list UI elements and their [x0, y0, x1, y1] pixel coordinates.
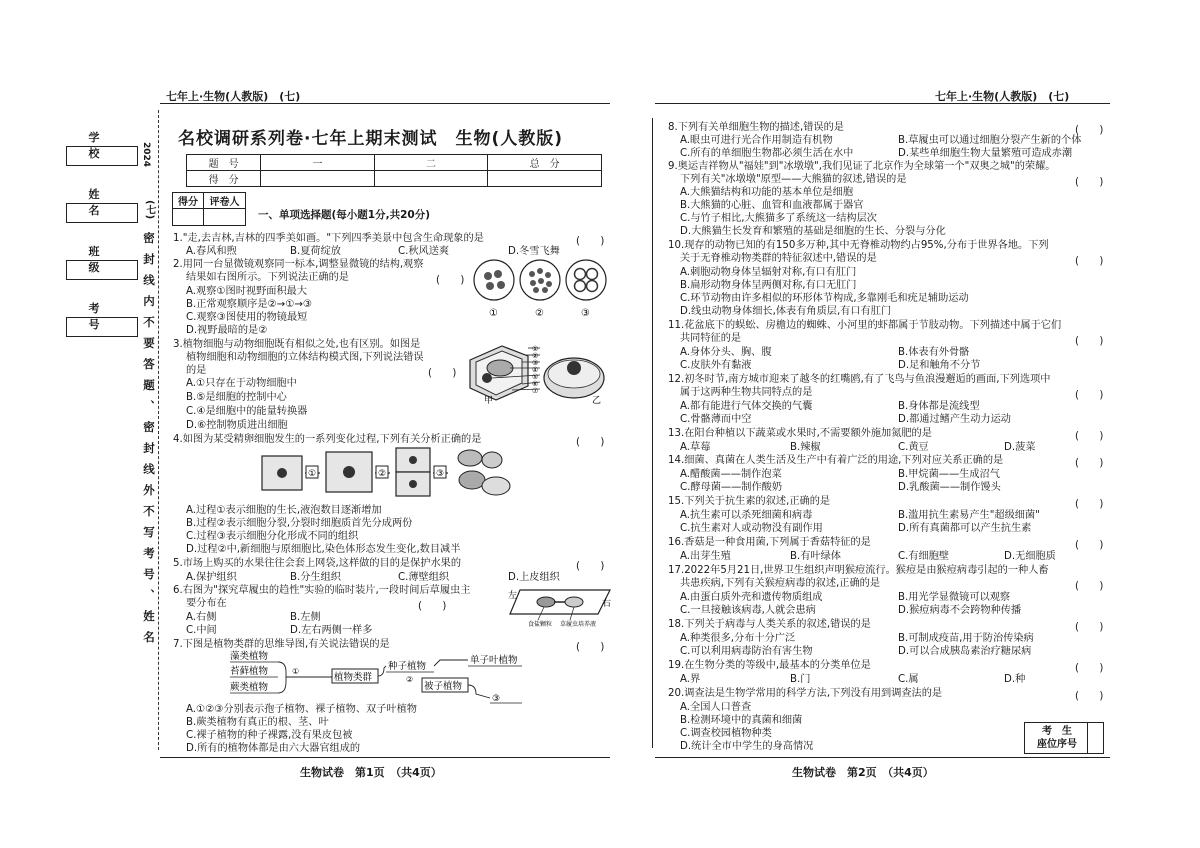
class-label: 班 级: [88, 245, 147, 274]
option-20c[interactable]: C.调查校园植物种类: [680, 728, 772, 739]
seal-line-text: 密封线内不要答题、密封线外不写考号、姓名: [142, 232, 156, 652]
option-1b[interactable]: B.夏荷绽放: [290, 246, 341, 257]
question-6-line2: 要分布在: [186, 598, 227, 609]
cell-ring: [587, 281, 598, 292]
question-6: 6.右图为"探究草履虫的趋性"实验的临时装片,一段时间后草履虫主: [173, 585, 471, 596]
question-2: 2.用同一台显微镜观察同一标本,调整显微镜的结构,观察: [173, 259, 424, 270]
score-entry-cell[interactable]: [261, 171, 375, 187]
answer-blank-15[interactable]: ( ): [1075, 499, 1104, 510]
answer-blank-20[interactable]: ( ): [1075, 691, 1104, 702]
cell-division-figure: [260, 446, 520, 504]
option-2b[interactable]: B.正常观察顺序是②→①→③: [186, 299, 313, 310]
option-15a[interactable]: A.抗生素可以杀死细菌和病毒: [680, 510, 813, 521]
option-13d[interactable]: D.菠菜: [1004, 442, 1036, 453]
answer-blank-14[interactable]: ( ): [1075, 458, 1104, 469]
cell-dot: [494, 270, 502, 278]
option-1c[interactable]: C.秋风送爽: [398, 246, 450, 257]
option-3d[interactable]: D.⑥控制物质进出细胞: [186, 420, 288, 431]
question-3: 3.植物细胞与动物细胞既有相似之处,也有区别。如图是: [173, 339, 421, 350]
answer-blank-17[interactable]: ( ): [1075, 581, 1104, 592]
cell-dot: [542, 287, 548, 293]
option-9b[interactable]: B.大熊猫的心脏、血管和血液都属于器官: [680, 200, 864, 211]
option-15d[interactable]: D.所有真菌都可以产生抗生素: [898, 523, 1032, 534]
option-4a[interactable]: A.过程①表示细胞的生长,液泡数目逐渐增加: [186, 505, 382, 516]
question-12-line2: 属于这两种生物共同特点的是: [680, 387, 813, 398]
cell-dot: [537, 268, 543, 274]
option-17c[interactable]: C.一旦接触该病毒,人就会患病: [680, 605, 816, 616]
option-18c[interactable]: C.可以利用病毒防治有害生物: [680, 646, 813, 657]
nucleus: [343, 466, 355, 478]
nucleus: [409, 456, 417, 464]
view-circle-1: [474, 260, 514, 300]
salt-drop: [537, 597, 555, 607]
class-field[interactable]: [66, 260, 138, 280]
option-3c[interactable]: C.④是细胞中的能量转换器: [186, 406, 308, 417]
school-label: 学 校: [88, 131, 147, 160]
option-13b[interactable]: B.辣椒: [790, 442, 821, 453]
option-6c[interactable]: C.中间: [186, 625, 217, 636]
nucleus: [567, 361, 581, 375]
option-3a[interactable]: A.①只存在于动物细胞中: [186, 378, 297, 389]
grader-table: [172, 192, 246, 226]
score-table-cell: 题 号: [187, 155, 261, 171]
score-table-cell: 一: [261, 155, 375, 171]
figure-label: ①: [532, 345, 539, 353]
option-9d[interactable]: D.大熊猫生长发育和繁殖的基础是细胞的生长、分裂与分化: [680, 226, 946, 237]
figure-label: ⑦: [532, 387, 539, 395]
question-17: 17.2022年5月21日,世界卫生组织声明猴痘流行。猴痘是由猴痘病毒引起的一种人畜: [668, 565, 1049, 576]
option-16a[interactable]: A.出芽生殖: [680, 551, 731, 562]
exam-title: 名校调研系列卷·七年上期末测试 生物(人教版): [178, 129, 563, 149]
option-1a[interactable]: A.春风和煦: [186, 246, 237, 257]
cell-dot: [546, 281, 552, 287]
option-8b[interactable]: B.草履虫可以通过细胞分裂产生新的个体: [898, 135, 1082, 146]
page-header-right: 七年上·生物(人教版) (七): [935, 90, 1070, 103]
question-7: 7.下图是植物类群的思维导图,有关说法错误的是: [173, 639, 390, 650]
question-16: 16.香菇是一种食用菌,下列属于香菇特征的是: [668, 537, 871, 548]
grader-name-label: 评卷人: [204, 193, 246, 209]
tissue-group: [458, 450, 482, 466]
option-13a[interactable]: A.草莓: [680, 442, 711, 453]
cell-structure-figure: [462, 338, 610, 404]
seat-label-line1: 考 生: [1042, 726, 1072, 737]
question-15: 15.下列关于抗生素的叙述,正确的是: [668, 496, 831, 507]
question-10: 10.现存的动物已知的有150多万种,其中无脊椎动物约占95%,分布于世界各地。下列: [668, 240, 1049, 251]
option-5c[interactable]: C.薄壁组织: [398, 572, 450, 583]
option-2c[interactable]: C.观察③图使用的物镜最短: [186, 312, 308, 323]
answer-blank-10[interactable]: ( ): [1075, 256, 1104, 267]
option-5b[interactable]: B.分生组织: [290, 572, 341, 583]
grader-score-entry[interactable]: [173, 209, 204, 226]
figure-label: 乙: [592, 396, 602, 404]
grader-name-entry[interactable]: [204, 209, 246, 226]
answer-blank-13[interactable]: ( ): [1075, 431, 1104, 442]
answer-blank-6[interactable]: ( ): [418, 601, 447, 612]
cell-dot: [486, 282, 494, 290]
figure-label: ③: [581, 308, 590, 319]
cell-ring: [575, 269, 586, 280]
mindmap-line: [434, 660, 468, 666]
option-3b[interactable]: B.⑤是细胞的控制中心: [186, 392, 287, 403]
cell-dot: [484, 272, 492, 280]
year-mark: 2024: [141, 142, 151, 168]
option-19c[interactable]: C.属: [898, 674, 919, 685]
option-10a[interactable]: A.刺胞动物身体呈辐射对称,有口有肛门: [680, 267, 857, 278]
mindmap-line: [468, 685, 490, 698]
header-rule-right: [655, 103, 1110, 104]
question-11: 11.花盆底下的蜈蚣、房檐边的蜘蛛、小河里的虾都属于节肢动物。下列描述中属于它们: [668, 320, 1062, 331]
score-entry-cell[interactable]: [488, 171, 602, 187]
option-6b[interactable]: B.左侧: [290, 612, 321, 623]
option-2d[interactable]: D.视野最暗的是②: [186, 325, 268, 336]
mindmap-node: ②: [406, 675, 414, 684]
score-table-cell: 总 分: [488, 155, 602, 171]
option-10b[interactable]: B.扁形动物身体呈两侧对称,有口无肛门: [680, 280, 857, 291]
option-19b[interactable]: B.门: [790, 674, 811, 685]
cell-ring: [575, 281, 586, 292]
name-field[interactable]: [66, 203, 138, 223]
mindmap-node: 植物类群: [334, 672, 373, 683]
option-14c[interactable]: C.酵母菌——制作酸奶: [680, 482, 783, 493]
question-18: 18.下列关于病毒与人类关系的叙述,错误的是: [668, 619, 871, 630]
tissue-group: [459, 471, 485, 489]
mindmap-node: 单子叶植物: [470, 655, 518, 666]
vacuole: [487, 360, 513, 376]
option-10c[interactable]: C.环节动物由许多相似的环形体节构成,多靠刚毛和疣足辅助运动: [680, 293, 969, 304]
option-14d[interactable]: D.乳酸菌——制作馒头: [898, 482, 1001, 493]
figure-label: ②: [532, 352, 539, 360]
score-table: [186, 154, 602, 187]
score-table-cell: 二: [374, 155, 488, 171]
question-17-line2: 共患疾病,下列有关猴痘病毒的叙述,正确的是: [680, 578, 881, 589]
option-7d[interactable]: D.所有的植物体都是由六大器官组成的: [186, 743, 361, 754]
option-19d[interactable]: D.种: [1004, 674, 1026, 685]
option-12b[interactable]: B.身体都是流线型: [898, 401, 980, 412]
option-18b[interactable]: B.可制成疫苗,用于防治传染病: [898, 633, 1034, 644]
question-3-line3: 的是: [186, 365, 207, 376]
option-19a[interactable]: A.界: [680, 674, 701, 685]
option-20d[interactable]: D.统计全市中学生的身高情况: [680, 741, 814, 752]
option-9a[interactable]: A.大熊猫结构和功能的基本单位是细胞: [680, 187, 854, 198]
name-label: 姓 名: [88, 188, 147, 217]
option-6a[interactable]: A.右侧: [186, 612, 217, 623]
option-2a[interactable]: A.观察①图时视野面积最大: [186, 286, 308, 297]
option-16d[interactable]: D.无细胞质: [1004, 551, 1056, 562]
answer-blank-7[interactable]: ( ): [576, 642, 605, 653]
option-14b[interactable]: B.甲烷菌——生成沼气: [898, 469, 1000, 480]
option-17a[interactable]: A.由蛋白质外壳和遗传物质组成: [680, 592, 823, 603]
option-8a[interactable]: A.眼虫可进行光合作用制造有机物: [680, 135, 833, 146]
option-4b[interactable]: B.过程②表示细胞分裂,分裂时细胞质首先分成两份: [186, 518, 413, 529]
footer-rule-right: [655, 757, 1110, 758]
answer-blank-12[interactable]: ( ): [1075, 390, 1104, 401]
option-8d[interactable]: D.某些单细胞生物大量繁殖可造成赤潮: [898, 148, 1073, 159]
seat-label-line2: 座位序号: [1037, 739, 1077, 750]
question-19: 19.在生物分类的等级中,最基本的分类单位是: [668, 660, 871, 671]
figure-label: 食盐颗粒: [528, 621, 553, 628]
figure-label: ⑤: [532, 373, 539, 381]
view-circle-3: [566, 260, 606, 300]
option-9c[interactable]: C.与竹子相比,大熊猫多了系统这一结构层次: [680, 213, 877, 224]
question-9: 9.奥运吉祥物从"福娃"到"冰墩墩",我们见证了北京作为全球第一个"双奥之城"的荣耀。: [668, 161, 1056, 172]
question-12: 12.初冬时节,南方城市迎来了越冬的红嘴鸥,有了飞鸟与鱼浪漫邂逅的画面,下列选项中: [668, 374, 1051, 385]
page-footer-right: 生物试卷 第2页 （共4页）: [792, 766, 934, 779]
figure-label: ①: [489, 308, 498, 319]
option-4c[interactable]: C.过程③表示细胞分化形成不同的组织: [186, 531, 359, 542]
answer-blank-3[interactable]: ( ): [428, 368, 457, 379]
option-18d[interactable]: D.可以合成胰岛素治疗糖尿病: [898, 646, 1032, 657]
microscope-view-figure: [470, 258, 610, 320]
figure-label: ②: [378, 469, 387, 479]
exam-number-field[interactable]: [66, 317, 138, 337]
nucleus: [409, 480, 417, 488]
option-8c[interactable]: C.所有的单细胞生物都必须生活在水中: [680, 148, 854, 159]
question-11-line2: 共同特征的是: [680, 333, 742, 344]
option-16b[interactable]: B.有叶绿体: [790, 551, 841, 562]
seal-mark: (七): [144, 200, 155, 220]
option-15b[interactable]: B.滥用抗生素易产生"超级细菌": [898, 510, 1040, 521]
question-8: 8.下列有关单细胞生物的描述,错误的是: [668, 122, 844, 133]
seat-number-input[interactable]: [1087, 723, 1104, 753]
nucleus: [482, 373, 492, 383]
option-4d[interactable]: D.过程②中,新细胞与原细胞比,染色体形态发生变化,数目减半: [186, 544, 461, 555]
page-header-left: 七年上·生物(人教版) (七): [166, 90, 301, 103]
mindmap-node: ①: [292, 667, 300, 676]
answer-blank-1[interactable]: ( ): [576, 236, 605, 247]
answer-blank-16[interactable]: ( ): [1075, 540, 1104, 551]
section-title: 一、单项选择题(每小题1分,共20分): [258, 209, 431, 221]
figure-label: 左: [508, 591, 518, 601]
option-12a[interactable]: A.都有能进行气体交换的气囊: [680, 401, 813, 412]
option-5a[interactable]: A.保护组织: [186, 572, 237, 583]
mindmap-node: 被子植物: [424, 681, 463, 692]
figure-label: ①: [308, 469, 317, 479]
mindmap-bracket: [278, 662, 286, 693]
question-2-line2: 结果如右图所示。下列说法正确的是: [186, 272, 349, 283]
cell-dot: [545, 272, 551, 278]
answer-blank-5[interactable]: ( ): [576, 561, 605, 572]
cell-ring: [587, 269, 598, 280]
figure-label: ②: [535, 308, 544, 319]
option-7a[interactable]: A.①②③分别表示孢子植物、裸子植物、双子叶植物: [186, 704, 417, 715]
header-rule-left: [160, 103, 610, 104]
question-14: 14.细菌、真菌在人类生活及生产中有着广泛的用途,下列对应关系正确的是: [668, 455, 1004, 466]
option-11d[interactable]: D.足和触角不分节: [898, 360, 981, 371]
option-12c[interactable]: C.骨骼薄而中空: [680, 414, 752, 425]
question-9-line2: 下列有关"冰墩墩"原型——大熊猫的叙述,错误的是: [680, 174, 907, 185]
mindmap-node: 藻类植物: [230, 651, 269, 662]
cell-dot: [529, 271, 535, 277]
option-14a[interactable]: A.醋酸菌——制作泡菜: [680, 469, 782, 480]
question-13: 13.在阳台种植以下蔬菜或水果时,不需要额外施加氮肥的是: [668, 428, 932, 439]
option-11a[interactable]: A.身体分头、胸、腹: [680, 347, 772, 358]
culture-drop: [565, 597, 583, 607]
page-divider: [652, 118, 653, 748]
plant-classification-mindmap: [228, 648, 538, 704]
figure-label: 草履虫培养液: [560, 621, 597, 628]
answer-blank-9[interactable]: ( ): [1075, 177, 1104, 188]
option-18a[interactable]: A.种类很多,分布十分广泛: [680, 633, 796, 644]
answer-blank-11[interactable]: ( ): [1075, 336, 1104, 347]
answer-blank-4[interactable]: ( ): [576, 437, 605, 448]
exam-number-label: 考 号: [88, 302, 147, 331]
grader-score-label: 得分: [173, 193, 204, 209]
question-3-line2: 植物细胞和动物细胞的立体结构模式图,下列说法错误: [186, 352, 424, 363]
nucleus: [277, 468, 287, 478]
tissue-group: [482, 477, 510, 495]
option-11c[interactable]: C.皮肤外有黏液: [680, 360, 752, 371]
mindmap-node: 蕨类植物: [230, 682, 269, 693]
footer-rule-left: [160, 757, 610, 758]
option-20a[interactable]: A.全国人口普查: [680, 702, 752, 713]
figure-label: ③: [532, 359, 539, 367]
option-7c[interactable]: C.裸子植物的种子裸露,没有果皮包被: [186, 730, 353, 741]
figure-label: ⑥: [532, 380, 539, 388]
seal-line: [158, 110, 159, 750]
answer-blank-8[interactable]: ( ): [1075, 125, 1104, 136]
tissue-group: [482, 452, 502, 468]
mindmap-line: [378, 666, 386, 676]
figure-label: 右: [602, 599, 612, 609]
cell-dot: [533, 287, 539, 293]
cell-dot: [530, 280, 536, 286]
option-15c[interactable]: C.抗生素对人或动物没有副作用: [680, 523, 823, 534]
mindmap-node: 种子植物: [388, 661, 427, 672]
cell-dot: [538, 278, 544, 284]
figure-label: ③: [436, 469, 445, 479]
cell-dot: [497, 281, 505, 289]
page-footer-left: 生物试卷 第1页 （共4页）: [300, 766, 442, 779]
option-10d[interactable]: D.线虫动物身体细长,体表有角质层,有口有肛门: [680, 306, 892, 317]
question-4: 4.如图为某受精卵细胞发生的一系列变化过程,下列有关分析正确的是: [173, 434, 482, 445]
answer-blank-19[interactable]: ( ): [1075, 663, 1104, 674]
figure-label: ④: [532, 366, 539, 374]
answer-blank-2[interactable]: ( ): [436, 275, 465, 286]
figure-label: 甲: [484, 396, 494, 404]
question-20: 20.调查法是生物学常用的科学方法,下列没有用到调查法的是: [668, 688, 943, 699]
answer-blank-18[interactable]: ( ): [1075, 622, 1104, 633]
option-12d[interactable]: D.都通过鳍产生动力运动: [898, 414, 1011, 425]
question-1: 1."走,去吉林,吉林的四季美如画。"下列四季美景中包含生命现象的是: [173, 233, 484, 244]
option-17d[interactable]: D.猴痘病毒不会跨物种传播: [898, 605, 1022, 616]
option-5d[interactable]: D.上皮组织: [508, 572, 560, 583]
seat-number-box: [1024, 722, 1104, 754]
score-table-cell: 得 分: [187, 171, 261, 187]
option-1d[interactable]: D.冬雪飞舞: [508, 246, 560, 257]
option-7b[interactable]: B.蕨类植物有真正的根、茎、叶: [186, 717, 329, 728]
mindmap-node: 苔藓植物: [230, 666, 269, 677]
option-16c[interactable]: C.有细胞壁: [898, 551, 950, 562]
score-entry-cell[interactable]: [374, 171, 488, 187]
question-5: 5.市场上购买的水果往往会套上网袋,这样做的目的是保护水果的: [173, 558, 462, 569]
option-20b[interactable]: B.检测环境中的真菌和细菌: [680, 715, 803, 726]
mindmap-node: ③: [492, 694, 501, 704]
option-11b[interactable]: B.体表有外骨骼: [898, 347, 970, 358]
option-6d[interactable]: D.左右两侧一样多: [290, 625, 373, 636]
option-17b[interactable]: B.用光学显微镜可以观察: [898, 592, 1011, 603]
question-10-line2: 关于无脊椎动物类群的特征叙述中,错误的是: [680, 253, 877, 264]
option-13c[interactable]: C.黄豆: [898, 442, 929, 453]
paramecium-slide-figure: [508, 584, 612, 636]
school-field[interactable]: [66, 146, 138, 166]
